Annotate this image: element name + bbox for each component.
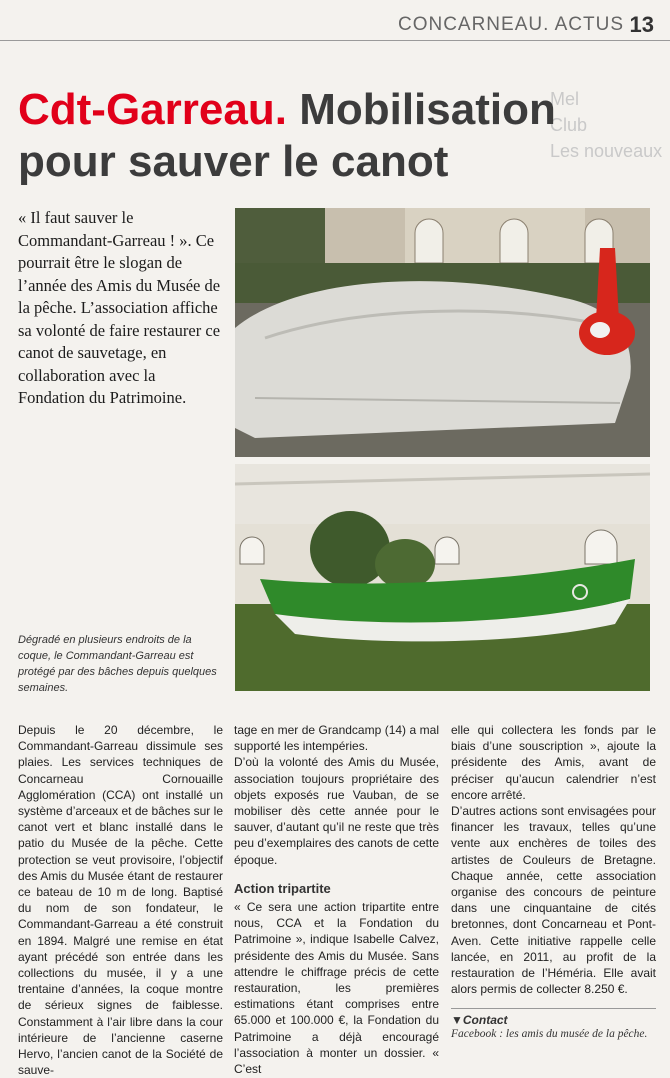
body-column-3: [451, 722, 656, 997]
green-boat-illustration: [235, 464, 650, 691]
headline-title-1: Mobilisation: [299, 85, 556, 134]
contact-box: [451, 1008, 656, 1042]
photo-covered-boat: [235, 208, 650, 457]
subheading: Action tripartite: [234, 880, 331, 896]
body-column-1: [18, 722, 223, 1078]
page-number: 13: [629, 12, 654, 37]
paragraph: D’où la volonté des Amis du Musée, association toujours propriétaire des objets exposés rue Vauban, de se mobiliser dès cette année pour le sauver, d’autant qu’il ne reste que très peu d’exemplaires des canots de cette époque.: [234, 755, 439, 867]
headline-kicker: Cdt-Garreau.: [18, 85, 287, 134]
article-lede: « Il faut sauver le Commandant-Garreau ! ». Ce pourrait être le slogan de l’année des Amis du Musée de la pêche. L’association affiche sa volonté de faire restaurer ce canot de sauvetage, en collaboration avec la Fondation du Patrimoine.: [18, 208, 221, 407]
page-header: [0, 8, 670, 41]
photo-green-boat: [235, 464, 650, 691]
contact-title: ▼Contact: [451, 1013, 508, 1027]
contact-text: Facebook : les amis du musée de la pêche.: [451, 1028, 648, 1040]
body-column-2: [234, 722, 439, 1077]
paragraph: D’autres actions sont envisagées pour financer les travaux, telles qu’une vente aux enchères de toiles des artistes de Couleurs de Bretagne. Chaque année, cette association organise des concours de peinture dans une cinquantaine de cités bretonnes, dont Concarneau et Pont-Aven. Cette initiative rappelle celle lancée, en 2011, au profit de la restauration de l’Héméria. Elle avait alors permis de collecter 8.250 €.: [451, 804, 656, 997]
article-headline: [18, 84, 638, 188]
paragraph: elle qui collectera les fonds par le biais d’une souscription », ajoute la présidente des Amis, avant de préciser qu’aucun calendrier n’est encore arrêté.: [451, 723, 656, 802]
photo-caption: Dégradé en plusieurs endroits de la coque, le Commandant-Garreau est protégé par des bâches depuis quelques semaines.: [18, 634, 217, 694]
headline-title-2: pour sauver le canot: [18, 137, 449, 186]
paragraph: tage en mer de Grandcamp (14) a mal supporté les intempéries.: [234, 723, 439, 754]
paragraph: Depuis le 20 décembre, le Commandant-Garreau dissimule ses plaies. Les services techniques de Concarneau Cornouaille Agglomération (CCA) ont installé un système d’arceaux et de bâches sur le canot vert et blanc installé dans le patio du Musée de la pêche. Cette protection se veut provisoire, l’objectif des Amis du Musée étant de restaurer ce bateau de 10 m de long. Baptisé du nom de son fondateur, le Commandant-Garreau a été construit en 1894. Malgré une remise en état ayant précédé son entrée dans les collections du musée, il y a une trentaine d’années, la coque montre de sérieux signes de faiblesse. Constamment à l’air libre dans la cour intérieure de l’ancienne caserne Hervo, l’ancien canot de la Société de sauve-: [18, 723, 223, 1078]
bleed-through-text: Mel Club Les nouveaux: [550, 89, 663, 161]
covered-boat-illustration: [235, 208, 650, 457]
paragraph: « Ce sera une action tripartite entre nous, CCA et la Fondation du Patrimoine », indique Isabelle Calvez, présidente des Amis du Musée. Sans attendre le chiffrage précis de cette restauration, les premières estimations étant comprises entre 65.000 et 100.000 €, la Fondation du Patrimoine a déjà encouragé l’association à monter un dossier. « C’est: [234, 900, 439, 1077]
section-label: CONCARNEAU. ACTUS: [397, 14, 624, 35]
